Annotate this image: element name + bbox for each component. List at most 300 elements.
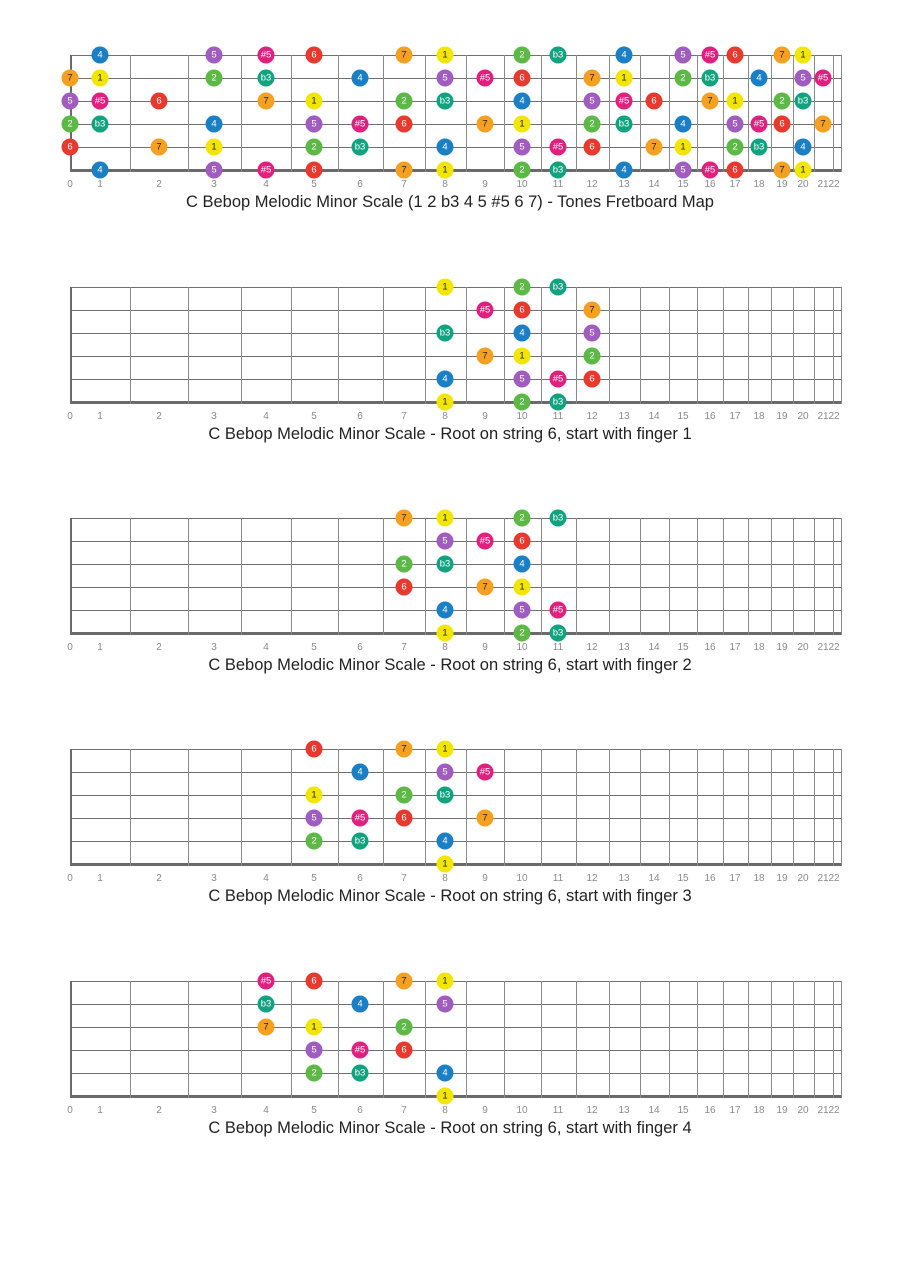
note-marker-flat-three: b3 [550, 510, 567, 527]
fret-line-11 [576, 287, 577, 404]
note-marker-flat-three: b3 [616, 116, 633, 133]
fret-number: 3 [211, 1105, 217, 1116]
note-marker-seven: 7 [646, 139, 663, 156]
note-marker-flat-three: b3 [550, 625, 567, 642]
fret-number: 11 [552, 642, 564, 653]
note-marker-six: 6 [396, 810, 413, 827]
note-marker-seven: 7 [62, 70, 79, 87]
note-marker-one: 1 [437, 279, 454, 296]
note-marker-sharp-five: #5 [258, 973, 275, 990]
note-marker-two: 2 [396, 556, 413, 573]
fret-number: 18 [753, 179, 765, 190]
fret-number: 3 [211, 873, 217, 884]
fret-number: 20 [797, 1105, 809, 1116]
fret-line-10 [541, 287, 542, 404]
fret-number: 1 [97, 1105, 103, 1116]
fret-number: 2 [156, 411, 162, 422]
note-marker-one: 1 [514, 116, 531, 133]
diagram-title: C Bebop Melodic Minor Scale - Root on string 6, start with finger 2 [208, 656, 692, 674]
note-marker-two: 2 [584, 116, 601, 133]
note-marker-four: 4 [92, 162, 109, 179]
fret-number: 12 [586, 1105, 598, 1116]
fret-line-12 [609, 518, 610, 635]
note-marker-two: 2 [584, 348, 601, 365]
fret-line-7 [425, 981, 426, 1098]
string-line-4 [71, 587, 841, 588]
fret-number: 22 [828, 411, 840, 422]
note-marker-five: 5 [795, 70, 812, 87]
note-marker-four: 4 [437, 833, 454, 850]
string-line-6 [71, 863, 841, 866]
fret-number: 6 [357, 642, 363, 653]
fret-number: 8 [442, 411, 448, 422]
diagram-title: C Bebop Melodic Minor Scale - Root on string 6, start with finger 4 [208, 1119, 692, 1137]
fret-line-17 [748, 287, 749, 404]
note-marker-flat-three: b3 [550, 279, 567, 296]
note-marker-one: 1 [616, 70, 633, 87]
fret-line-20 [814, 981, 815, 1098]
fret-line-3 [241, 518, 242, 635]
fret-number: 4 [263, 1105, 269, 1116]
fret-line-9 [504, 749, 505, 866]
fret-line-3 [241, 981, 242, 1098]
fret-line-10 [541, 518, 542, 635]
fret-number: 10 [516, 411, 528, 422]
fret-line-6 [383, 55, 384, 172]
fret-line-7 [425, 287, 426, 404]
note-marker-sharp-five: #5 [751, 116, 768, 133]
fret-number: 0 [67, 411, 73, 422]
fret-line-7 [425, 518, 426, 635]
note-marker-sharp-five: #5 [616, 93, 633, 110]
note-marker-flat-three: b3 [352, 139, 369, 156]
fret-line-10 [541, 749, 542, 866]
fret-number: 5 [311, 873, 317, 884]
note-marker-one: 1 [795, 47, 812, 64]
fret-number: 12 [586, 642, 598, 653]
note-marker-six: 6 [514, 70, 531, 87]
fret-number: 0 [67, 642, 73, 653]
fret-line-19 [793, 518, 794, 635]
note-marker-two: 2 [514, 279, 531, 296]
note-marker-six: 6 [306, 47, 323, 64]
fret-number: 20 [797, 179, 809, 190]
fret-number: 16 [704, 179, 716, 190]
note-marker-seven: 7 [258, 93, 275, 110]
fret-number: 2 [156, 642, 162, 653]
fret-line-14 [669, 55, 670, 172]
fret-number: 4 [263, 179, 269, 190]
fret-number: 7 [401, 642, 407, 653]
fret-number: 17 [729, 179, 741, 190]
fret-number: 8 [442, 642, 448, 653]
note-marker-two: 2 [514, 47, 531, 64]
fret-line-19 [793, 287, 794, 404]
fret-line-21 [833, 55, 834, 172]
note-marker-sharp-five: #5 [477, 533, 494, 550]
fret-line-4 [291, 749, 292, 866]
note-marker-six: 6 [396, 1042, 413, 1059]
fret-line-15 [697, 518, 698, 635]
note-marker-two: 2 [306, 1065, 323, 1082]
fret-number: 12 [586, 873, 598, 884]
note-marker-seven: 7 [396, 741, 413, 758]
fret-number: 19 [776, 411, 788, 422]
fret-line-22 [841, 981, 842, 1098]
fret-line-1 [130, 981, 131, 1098]
fret-number: 22 [828, 1105, 840, 1116]
note-marker-flat-three: b3 [437, 556, 454, 573]
fret-number: 2 [156, 179, 162, 190]
note-marker-five: 5 [306, 1042, 323, 1059]
fret-number: 2 [156, 873, 162, 884]
note-marker-five: 5 [437, 533, 454, 550]
fret-number: 7 [401, 873, 407, 884]
note-marker-two: 2 [774, 93, 791, 110]
string-line-2 [71, 1004, 841, 1005]
note-marker-six: 6 [514, 302, 531, 319]
fret-line-13 [640, 55, 641, 172]
fret-number: 16 [704, 873, 716, 884]
fret-line-6 [383, 749, 384, 866]
fret-line-1 [130, 55, 131, 172]
note-marker-flat-three: b3 [702, 70, 719, 87]
string-line-4 [71, 1050, 841, 1051]
fret-line-16 [723, 55, 724, 172]
fret-number: 12 [586, 411, 598, 422]
fret-number: 19 [776, 873, 788, 884]
fret-line-4 [291, 287, 292, 404]
fret-line-2 [188, 287, 189, 404]
note-marker-one: 1 [437, 973, 454, 990]
note-marker-four: 4 [437, 371, 454, 388]
fret-line-2 [188, 981, 189, 1098]
note-marker-flat-three: b3 [437, 787, 454, 804]
note-marker-five: 5 [437, 70, 454, 87]
fret-line-20 [814, 518, 815, 635]
note-marker-two: 2 [396, 787, 413, 804]
fret-number: 18 [753, 411, 765, 422]
fret-number: 19 [776, 642, 788, 653]
fret-line-8 [466, 55, 467, 172]
fret-number: 19 [776, 1105, 788, 1116]
note-marker-seven: 7 [584, 302, 601, 319]
fret-number: 20 [797, 411, 809, 422]
fret-number: 18 [753, 873, 765, 884]
fret-number: 2 [156, 1105, 162, 1116]
fret-number: 17 [729, 642, 741, 653]
string-line-1 [71, 55, 841, 56]
fret-number: 7 [401, 179, 407, 190]
fret-number: 16 [704, 411, 716, 422]
fret-number: 16 [704, 1105, 716, 1116]
note-marker-sharp-five: #5 [477, 70, 494, 87]
fret-number: 1 [97, 179, 103, 190]
note-marker-six: 6 [514, 533, 531, 550]
note-marker-five: 5 [584, 93, 601, 110]
fret-number: 11 [552, 411, 564, 422]
note-marker-sharp-five: #5 [702, 162, 719, 179]
fret-number: 13 [618, 1105, 630, 1116]
note-marker-two: 2 [514, 162, 531, 179]
note-marker-one: 1 [306, 93, 323, 110]
fret-number: 5 [311, 179, 317, 190]
note-marker-seven: 7 [477, 579, 494, 596]
fret-line-15 [697, 981, 698, 1098]
nut-line [70, 981, 72, 1098]
fret-line-14 [669, 749, 670, 866]
fret-number: 5 [311, 411, 317, 422]
note-marker-five: 5 [675, 47, 692, 64]
fret-number: 8 [442, 873, 448, 884]
fret-line-11 [576, 749, 577, 866]
fret-number: 14 [648, 873, 660, 884]
fret-line-20 [814, 287, 815, 404]
fret-number: 21 [817, 642, 829, 653]
fret-number: 14 [648, 1105, 660, 1116]
note-marker-seven: 7 [477, 348, 494, 365]
note-marker-one: 1 [306, 787, 323, 804]
fret-line-21 [833, 518, 834, 635]
fret-line-5 [338, 518, 339, 635]
fret-number: 10 [516, 642, 528, 653]
note-marker-two: 2 [206, 70, 223, 87]
note-marker-five: 5 [514, 371, 531, 388]
note-marker-one: 1 [437, 625, 454, 642]
fret-line-8 [466, 981, 467, 1098]
fret-line-10 [541, 981, 542, 1098]
fret-line-2 [188, 518, 189, 635]
fret-line-6 [383, 518, 384, 635]
note-marker-six: 6 [396, 579, 413, 596]
note-marker-five: 5 [675, 162, 692, 179]
fret-line-2 [188, 55, 189, 172]
note-marker-seven: 7 [584, 70, 601, 87]
string-line-6 [71, 1095, 841, 1098]
fret-line-12 [609, 287, 610, 404]
fret-number: 6 [357, 179, 363, 190]
note-marker-seven: 7 [396, 47, 413, 64]
fret-line-1 [130, 518, 131, 635]
fret-line-14 [669, 981, 670, 1098]
fret-number: 6 [357, 411, 363, 422]
note-marker-six: 6 [774, 116, 791, 133]
note-marker-five: 5 [727, 116, 744, 133]
fret-line-8 [466, 287, 467, 404]
fret-number: 14 [648, 642, 660, 653]
note-marker-five: 5 [206, 162, 223, 179]
nut-line [70, 287, 72, 404]
fret-number: 3 [211, 179, 217, 190]
fret-line-17 [748, 981, 749, 1098]
fret-line-1 [130, 287, 131, 404]
fret-line-11 [576, 518, 577, 635]
note-marker-seven: 7 [396, 162, 413, 179]
fret-number: 9 [482, 873, 488, 884]
string-line-3 [71, 333, 841, 334]
note-marker-flat-three: b3 [550, 394, 567, 411]
fret-line-16 [723, 287, 724, 404]
note-marker-five: 5 [306, 810, 323, 827]
note-marker-seven: 7 [477, 810, 494, 827]
fret-number: 4 [263, 642, 269, 653]
fret-number: 6 [357, 1105, 363, 1116]
fret-number: 15 [677, 179, 689, 190]
note-marker-one: 1 [727, 93, 744, 110]
note-marker-sharp-five: #5 [352, 1042, 369, 1059]
fret-number: 6 [357, 873, 363, 884]
note-marker-sharp-five: #5 [352, 810, 369, 827]
fret-number: 9 [482, 642, 488, 653]
note-marker-five: 5 [437, 764, 454, 781]
string-line-5 [71, 610, 841, 611]
fret-line-10 [541, 55, 542, 172]
fret-number: 5 [311, 642, 317, 653]
note-marker-six: 6 [584, 139, 601, 156]
fret-number: 0 [67, 1105, 73, 1116]
string-line-1 [71, 287, 841, 288]
note-marker-flat-three: b3 [795, 93, 812, 110]
note-marker-one: 1 [675, 139, 692, 156]
fret-line-7 [425, 749, 426, 866]
fret-line-5 [338, 981, 339, 1098]
fret-number: 17 [729, 411, 741, 422]
fret-line-13 [640, 287, 641, 404]
fret-line-18 [771, 749, 772, 866]
note-marker-four: 4 [437, 139, 454, 156]
fret-number: 13 [618, 411, 630, 422]
note-marker-two: 2 [514, 625, 531, 642]
note-marker-sharp-five: #5 [550, 139, 567, 156]
diagram-title: C Bebop Melodic Minor Scale - Root on string 6, start with finger 1 [208, 425, 692, 443]
fret-line-22 [841, 287, 842, 404]
fret-line-5 [338, 55, 339, 172]
fret-line-1 [130, 749, 131, 866]
note-marker-six: 6 [306, 741, 323, 758]
string-line-6 [71, 169, 841, 172]
note-marker-flat-three: b3 [352, 1065, 369, 1082]
note-marker-six: 6 [62, 139, 79, 156]
note-marker-two: 2 [396, 93, 413, 110]
fret-number: 20 [797, 873, 809, 884]
diagram-title: C Bebop Melodic Minor Scale (1 2 b3 4 5 #5 6 7) - Tones Fretboard Map [186, 193, 714, 211]
note-marker-sharp-five: #5 [352, 116, 369, 133]
string-line-2 [71, 310, 841, 311]
fret-number: 3 [211, 411, 217, 422]
fret-line-14 [669, 287, 670, 404]
note-marker-seven: 7 [151, 139, 168, 156]
fret-line-17 [748, 518, 749, 635]
fret-number: 10 [516, 179, 528, 190]
note-marker-two: 2 [62, 116, 79, 133]
note-marker-four: 4 [352, 70, 369, 87]
fret-number: 17 [729, 1105, 741, 1116]
fret-number: 1 [97, 642, 103, 653]
fret-number: 5 [311, 1105, 317, 1116]
fret-line-8 [466, 749, 467, 866]
fret-line-5 [338, 287, 339, 404]
fret-line-12 [609, 981, 610, 1098]
fret-number: 4 [263, 873, 269, 884]
note-marker-two: 2 [514, 510, 531, 527]
note-marker-sharp-five: #5 [92, 93, 109, 110]
fret-number: 0 [67, 873, 73, 884]
note-marker-two: 2 [675, 70, 692, 87]
note-marker-two: 2 [396, 1019, 413, 1036]
note-marker-four: 4 [795, 139, 812, 156]
fret-line-15 [697, 749, 698, 866]
fret-number: 9 [482, 1105, 488, 1116]
note-marker-one: 1 [437, 856, 454, 873]
fret-number: 18 [753, 1105, 765, 1116]
note-marker-one: 1 [437, 47, 454, 64]
fret-number: 21 [817, 411, 829, 422]
note-marker-six: 6 [306, 973, 323, 990]
diagram-title: C Bebop Melodic Minor Scale - Root on string 6, start with finger 3 [208, 887, 692, 905]
note-marker-one: 1 [437, 1088, 454, 1105]
fret-line-18 [771, 287, 772, 404]
note-marker-six: 6 [584, 371, 601, 388]
fret-number: 11 [552, 1105, 564, 1116]
note-marker-seven: 7 [396, 973, 413, 990]
fret-number: 14 [648, 411, 660, 422]
note-marker-four: 4 [514, 93, 531, 110]
note-marker-sharp-five: #5 [258, 162, 275, 179]
nut-line [70, 749, 72, 866]
fret-line-19 [793, 749, 794, 866]
note-marker-flat-three: b3 [550, 162, 567, 179]
note-marker-five: 5 [206, 47, 223, 64]
string-line-5 [71, 147, 841, 148]
note-marker-one: 1 [437, 162, 454, 179]
note-marker-sharp-five: #5 [702, 47, 719, 64]
fret-line-18 [771, 55, 772, 172]
string-line-4 [71, 818, 841, 819]
fret-number: 13 [618, 873, 630, 884]
fret-line-22 [841, 518, 842, 635]
fret-line-15 [697, 287, 698, 404]
note-marker-four: 4 [352, 996, 369, 1013]
note-marker-flat-three: b3 [751, 139, 768, 156]
fret-number: 8 [442, 1105, 448, 1116]
fret-line-6 [383, 981, 384, 1098]
note-marker-seven: 7 [396, 510, 413, 527]
note-marker-one: 1 [437, 510, 454, 527]
fret-number: 21 [817, 873, 829, 884]
fret-number: 0 [67, 179, 73, 190]
string-line-5 [71, 1073, 841, 1074]
note-marker-six: 6 [151, 93, 168, 110]
note-marker-flat-three: b3 [92, 116, 109, 133]
note-marker-seven: 7 [815, 116, 832, 133]
fret-line-15 [697, 55, 698, 172]
fret-number: 21 [817, 1105, 829, 1116]
string-line-1 [71, 749, 841, 750]
fret-number: 15 [677, 411, 689, 422]
note-marker-five: 5 [306, 116, 323, 133]
fret-number: 13 [618, 179, 630, 190]
fret-line-11 [576, 55, 577, 172]
note-marker-four: 4 [616, 162, 633, 179]
fret-line-4 [291, 518, 292, 635]
fret-number: 8 [442, 179, 448, 190]
string-line-5 [71, 379, 841, 380]
string-line-6 [71, 632, 841, 635]
fret-line-4 [291, 981, 292, 1098]
fret-line-13 [640, 981, 641, 1098]
note-marker-six: 6 [306, 162, 323, 179]
fret-line-21 [833, 981, 834, 1098]
